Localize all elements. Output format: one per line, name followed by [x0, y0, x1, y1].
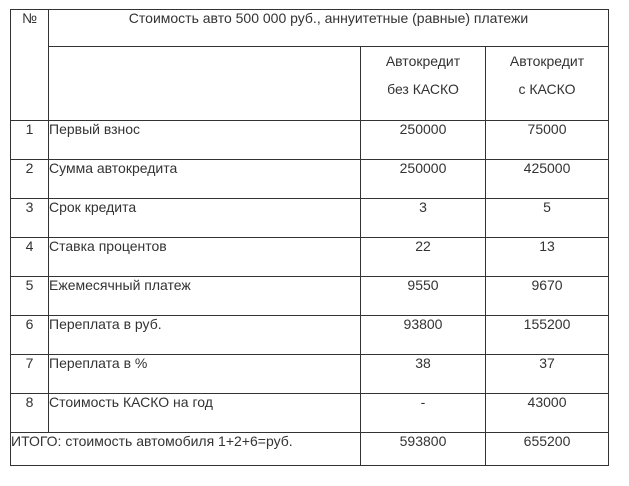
table-row: [11, 355, 609, 394]
table-header-row: [11, 10, 609, 47]
row-label: Переплата в %: [49, 355, 361, 394]
row-number: 5: [11, 277, 49, 316]
label-column-header: [49, 47, 361, 121]
value-without-kasko: 38: [361, 355, 486, 394]
row-label: Ежемесячный платеж: [49, 277, 361, 316]
table-title: Стоимость авто 500 000 руб., аннуитетные (равные) платежи: [49, 10, 609, 47]
total-row: [11, 433, 609, 466]
value-without-kasko: 250000: [361, 121, 486, 160]
table-row: [11, 316, 609, 355]
table-row: [11, 277, 609, 316]
table-row: [11, 238, 609, 277]
value-with-kasko: 155200: [486, 316, 609, 355]
row-number: 4: [11, 238, 49, 277]
row-label: Сумма автокредита: [49, 160, 361, 199]
column-header-with-kasko: [486, 47, 609, 121]
total-without-kasko: 593800: [361, 433, 486, 466]
column-header-line: с КАСКО: [518, 81, 576, 97]
row-label: Стоимость КАСКО на год: [49, 394, 361, 433]
value-with-kasko: 75000: [486, 121, 609, 160]
number-column-header: №: [11, 10, 49, 121]
table-row: [11, 121, 609, 160]
row-number: 1: [11, 121, 49, 160]
row-number: 3: [11, 199, 49, 238]
value-without-kasko: 93800: [361, 316, 486, 355]
row-label: Первый взнос: [49, 121, 361, 160]
column-header-line: Автокредит: [509, 53, 585, 69]
table-subheader-row: [11, 47, 609, 121]
loan-comparison-table: [10, 9, 609, 466]
total-with-kasko: 655200: [486, 433, 609, 466]
value-with-kasko: 9670: [486, 277, 609, 316]
row-label: Срок кредита: [49, 199, 361, 238]
row-number: 7: [11, 355, 49, 394]
column-header-line: Автокредит: [385, 53, 461, 69]
value-without-kasko: -: [361, 394, 486, 433]
value-with-kasko: 13: [486, 238, 609, 277]
value-with-kasko: 5: [486, 199, 609, 238]
column-header-line: без КАСКО: [387, 81, 459, 97]
row-label: Ставка процентов: [49, 238, 361, 277]
table-row: [11, 199, 609, 238]
total-label: ИТОГО: стоимость автомобиля 1+2+6=руб.: [11, 433, 361, 466]
value-without-kasko: 3: [361, 199, 486, 238]
table-row: [11, 160, 609, 199]
value-without-kasko: 22: [361, 238, 486, 277]
value-with-kasko: 43000: [486, 394, 609, 433]
row-label: Переплата в руб.: [49, 316, 361, 355]
row-number: 6: [11, 316, 49, 355]
column-header-without-kasko: [361, 47, 486, 121]
row-number: 8: [11, 394, 49, 433]
value-with-kasko: 425000: [486, 160, 609, 199]
value-without-kasko: 250000: [361, 160, 486, 199]
value-without-kasko: 9550: [361, 277, 486, 316]
row-number: 2: [11, 160, 49, 199]
value-with-kasko: 37: [486, 355, 609, 394]
table-row: [11, 394, 609, 433]
